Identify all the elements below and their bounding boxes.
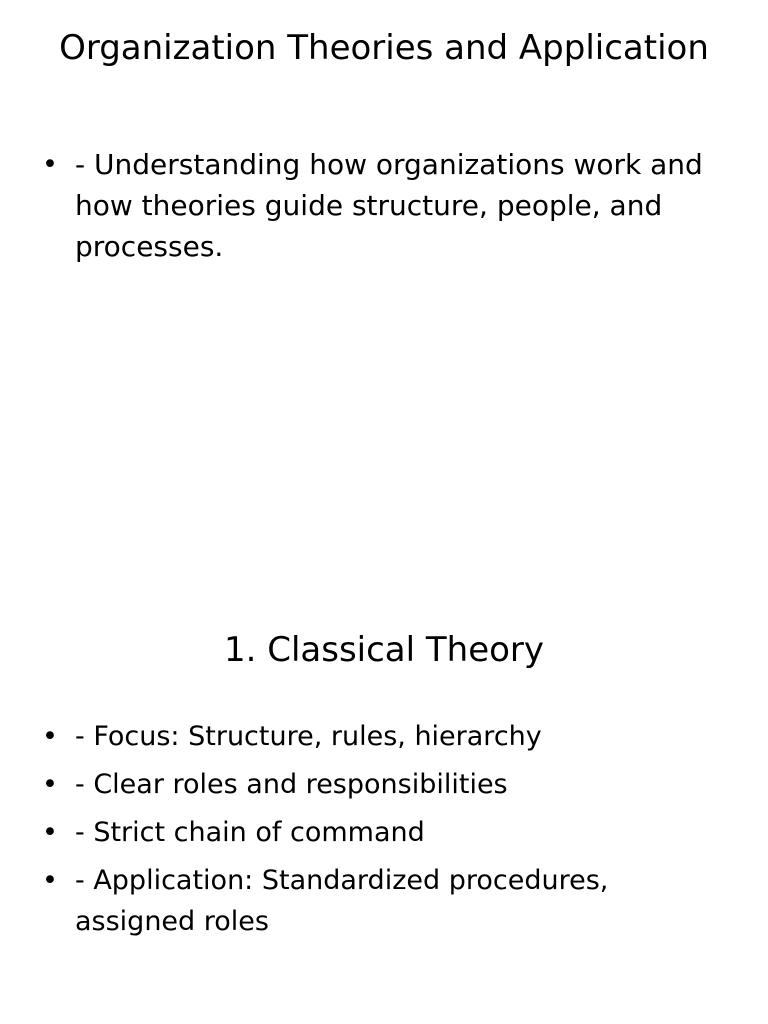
bullet-icon: •: [42, 721, 58, 752]
bullet-icon: •: [42, 769, 58, 800]
bullet-list: [42, 716, 728, 949]
bullet-icon: •: [42, 149, 58, 180]
bullet-text: - Application: Standardized procedures, assigned roles: [75, 865, 609, 937]
slide-title: 1. Classical Theory: [223, 630, 545, 670]
bullet-icon: •: [42, 817, 58, 848]
bullet-text: - Understanding how organizations work and how theories guide structure, people, and processes.: [75, 148, 703, 263]
bullet-icon: •: [42, 865, 58, 896]
bullet-list: [42, 144, 728, 274]
bullet-item: [42, 860, 728, 942]
bullet-text: - Strict chain of command: [75, 817, 425, 848]
bullet-item: [42, 716, 728, 757]
bullet-text: - Clear roles and responsibilities: [75, 769, 508, 800]
bullet-text: - Focus: Structure, rules, hierarchy: [75, 721, 542, 752]
slide-2: [0, 576, 768, 1024]
bullet-item: [42, 812, 728, 853]
bullet-item: [42, 144, 728, 267]
slide-title: Organization Theories and Application: [59, 28, 709, 68]
bullet-item: [42, 764, 728, 805]
